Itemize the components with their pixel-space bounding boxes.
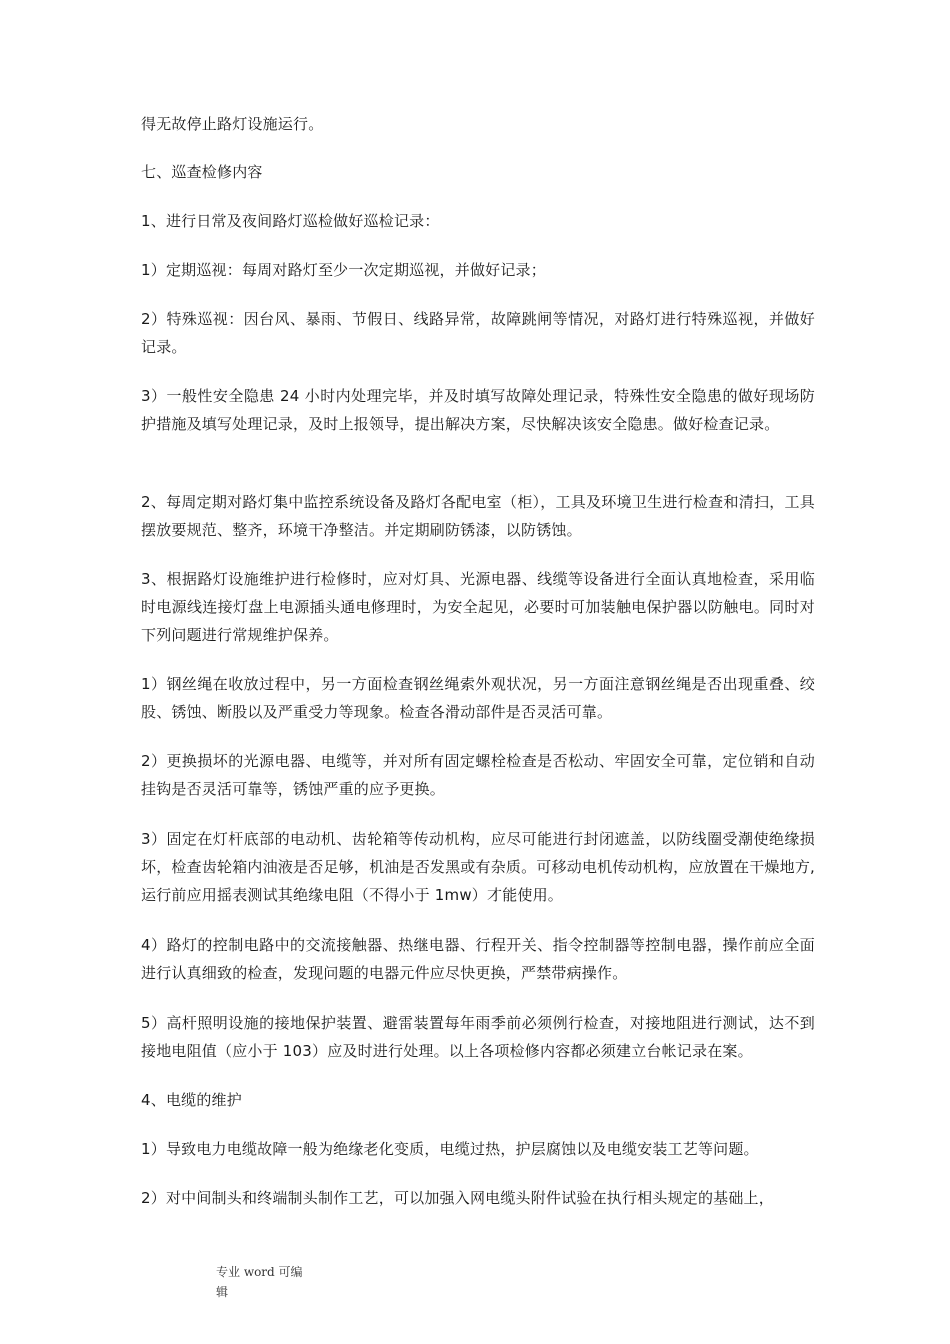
- paragraph-cable-2: 2）对中间制头和终端制头制作工艺，可以加强入网电缆头附件试验在执行相头规定的基础上，: [141, 1189, 774, 1207]
- footer-line-1: 专业 word 可编: [216, 1265, 303, 1279]
- paragraph-sub-wire-rope: 1）钢丝绳在收放过程中，另一方面检查钢丝绳索外观状况，另一方面注意钢丝绳是否出现重叠、绞股、锈蚀、断股以及严重受力等现象。检查各滑动部件是否灵活可靠。: [141, 675, 815, 721]
- paragraph-sub-replace: 2）更换损坏的光源电器、电缆等，并对所有固定螺栓检查是否松动、牢固安全可靠，定位销和自动挂钩是否灵活可靠等，锈蚀严重的应予更换。: [141, 752, 815, 798]
- paragraph-sub-1: 1）定期巡视：每周对路灯至少一次定期巡视，并做好记录；: [141, 261, 546, 279]
- paragraph-sub-2: 2）特殊巡视：因台风、暴雨、节假日、线路异常，故障跳闸等情况，对路灯进行特殊巡视，并做好记录。: [141, 310, 815, 356]
- footer-line-2: 辑: [216, 1285, 229, 1299]
- paragraph-sub-grounding: 5）高杆照明设施的接地保护装置、避雷装置每年雨季前必须例行检查，对接地阻进行测试，达不到接地电阻值（应小于 103）应及时进行处理。以上各项检修内容都必须建立台帐记录在案。: [141, 1014, 815, 1060]
- page-footer: [216, 1262, 316, 1302]
- paragraph-item-1: 1、进行日常及夜间路灯巡检做好巡检记录：: [141, 212, 440, 230]
- paragraph-item-3: 3、根据路灯设施维护进行检修时，应对灯具、光源电器、线缆等设备进行全面认真地检查，采用临时电源线连接灯盘上电源插头通电修理时，为安全起见，必要时可加装触电保护器以防触电。同时对下列问题进行常规维护保养。: [141, 570, 815, 644]
- section-heading-cable: 4、电缆的维护: [141, 1091, 242, 1109]
- paragraph-sub-motor: 3）固定在灯杆底部的电动机、齿轮箱等传动机构，应尽可能进行封闭遮盖，以防线圈受潮使绝缘损坏，检查齿轮箱内油液是否足够，机油是否发黑或有杂质。可移动电机传动机构，应放置在干燥地方,运行前应用摇表测试其绝缘电阻（不得小于 1mw）才能使用。: [141, 830, 815, 904]
- paragraph-continuation: 得无故停止路灯设施运行。: [141, 115, 324, 133]
- paragraph-sub-3: 3）一般性安全隐患 24 小时内处理完毕，并及时填写故障处理记录，特殊性安全隐患的做好现场防护措施及填写处理记录，及时上报领导，提出解决方案，尽快解决该安全隐患。做好检查记录。: [141, 387, 815, 433]
- paragraph-sub-control: 4）路灯的控制电路中的交流接触器、热继电器、行程开关、指令控制器等控制电器，操作前应全面进行认真细致的检查，发现问题的电器元件应尽快更换，严禁带病操作。: [141, 936, 815, 982]
- paragraph-item-2: 2、每周定期对路灯集中监控系统设备及路灯各配电室（柜），工具及环境卫生进行检查和清扫，工具摆放要规范、整齐，环境干净整洁。并定期刷防锈漆，以防锈蚀。: [141, 493, 815, 539]
- section-heading-inspection: 七、巡查检修内容: [141, 163, 263, 181]
- paragraph-cable-1: 1）导致电力电缆故障一般为绝缘老化变质，电缆过热，护层腐蚀以及电缆安装工艺等问题。: [141, 1140, 759, 1158]
